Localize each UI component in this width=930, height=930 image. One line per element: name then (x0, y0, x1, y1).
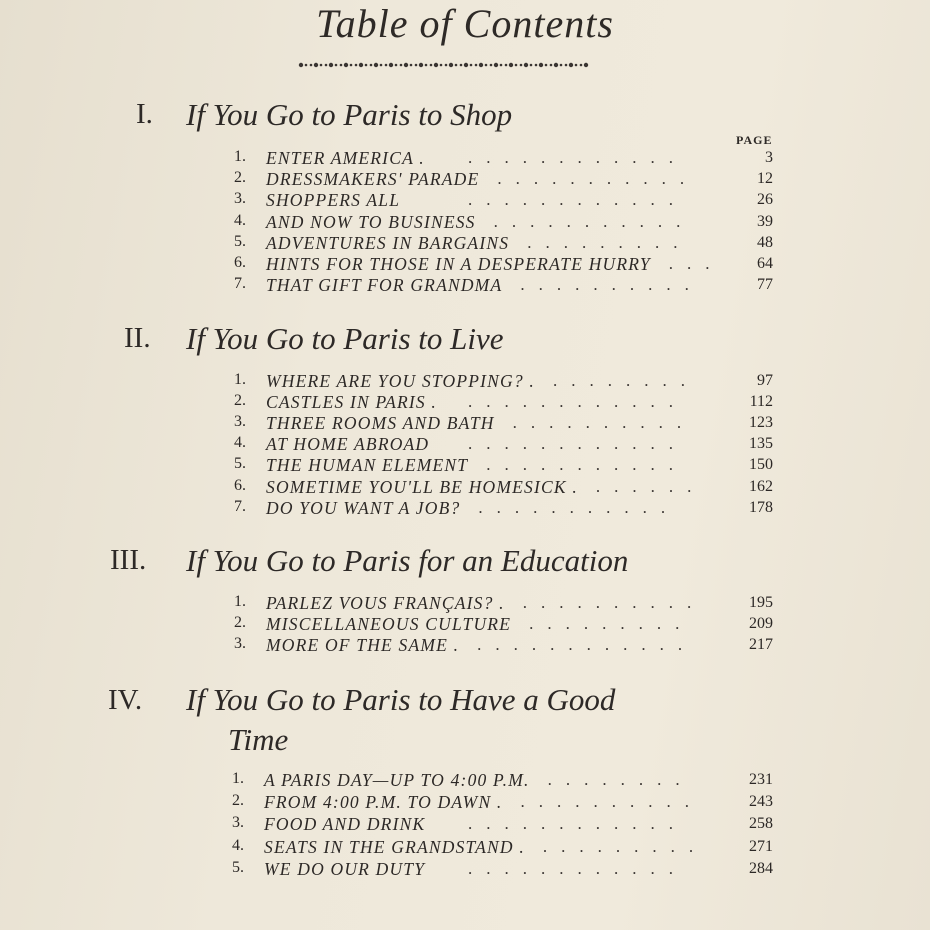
entry-page-number: 77 (757, 276, 773, 294)
entry-number: 4. (232, 836, 244, 854)
leader-dots: ...... (595, 476, 706, 496)
entry-number: 3. (232, 814, 244, 832)
entry-number: 1. (232, 770, 244, 787)
section-4-title-continued: Time (228, 722, 289, 757)
entry-number: 2. (234, 392, 246, 410)
toc-entry (234, 148, 773, 170)
leader-dots: ........... (486, 455, 687, 475)
entry-page-number: 64 (757, 255, 773, 272)
toc-entry (232, 859, 773, 881)
entry-number: 5. (234, 455, 246, 473)
toc-entry (234, 593, 773, 615)
leader-dots: .......... (520, 275, 703, 295)
toc-entry (234, 434, 773, 456)
entry-page-number: 231 (749, 771, 773, 788)
toc-entry (234, 498, 773, 520)
toc-entry (234, 254, 773, 276)
entry-page-number: 178 (749, 498, 773, 516)
toc-entry (234, 635, 773, 657)
leader-dots: ... (668, 254, 724, 273)
leader-dots: ............ (468, 434, 687, 454)
toc-entry (234, 275, 773, 297)
entry-title: THAT GIFT FOR GRANDMA (266, 275, 503, 296)
entry-number: 2. (232, 792, 244, 810)
entry-page-number: 3 (765, 149, 773, 166)
entry-number: 5. (234, 232, 246, 250)
entry-page-number: 39 (757, 212, 773, 230)
entry-title: WE DO OUR DUTY (264, 858, 426, 879)
leader-dots: ........ (547, 770, 694, 789)
entry-page-number: 195 (749, 594, 773, 611)
entry-page-number: 162 (749, 477, 773, 495)
page-column-label: PAGE (736, 133, 773, 147)
leader-dots: ......... (527, 232, 692, 252)
entry-number: 3. (234, 413, 246, 431)
entry-page-number: 271 (749, 837, 773, 855)
section-2-numeral: II. (124, 322, 151, 354)
leader-dots: ......... (542, 836, 708, 856)
entry-title: FOOD AND DRINK (264, 814, 426, 835)
section-1-title: If You Go to Paris to Shop (186, 97, 513, 132)
toc-entry (234, 455, 773, 477)
entry-number: 5. (232, 858, 244, 876)
entry-page-number: 26 (757, 191, 773, 209)
entry-page-number: 135 (749, 435, 773, 453)
toc-entry (232, 770, 773, 792)
entry-number: 7. (234, 497, 246, 515)
entry-page-number: 209 (749, 615, 773, 633)
entry-title: AT HOME ABROAD (266, 434, 430, 455)
entry-number: 4. (234, 211, 246, 229)
leader-dots: ........... (497, 169, 699, 189)
entry-page-number: 48 (757, 233, 773, 251)
entry-title: ADVENTURES IN BARGAINS (266, 232, 510, 253)
entry-title: MORE OF THE SAME . (266, 635, 460, 656)
entry-page-number: 217 (749, 636, 773, 654)
toc-entry (234, 169, 773, 191)
entry-title: FROM 4:00 P.M. TO DAWN . (264, 792, 503, 813)
entry-title: AND NOW TO BUSINESS (266, 211, 476, 232)
section-3-numeral: III. (110, 544, 147, 576)
leader-dots: ........... (493, 211, 695, 231)
entry-number: 7. (234, 275, 246, 293)
leader-dots: ............ (468, 858, 687, 878)
entry-title: A PARIS DAY—UP TO 4:00 P.M. (264, 770, 530, 790)
entry-number: 6. (234, 476, 246, 494)
leader-dots: ......... (529, 614, 694, 634)
entry-page-number: 258 (749, 815, 773, 833)
entry-number: 4. (234, 434, 246, 452)
entry-number: 2. (234, 169, 246, 187)
entry-title: PARLEZ VOUS FRANÇAIS? . (266, 593, 505, 613)
section-4-numeral: IV. (108, 684, 143, 716)
entry-title: MISCELLANEOUS CULTURE (266, 614, 512, 635)
page-heading: Table of Contents (316, 1, 614, 46)
leader-dots: ............ (468, 392, 687, 412)
section-1-numeral: I. (136, 98, 153, 130)
section-3-title: If You Go to Paris for an Education (186, 543, 629, 578)
entry-number: 3. (234, 635, 246, 653)
toc-entry (234, 190, 773, 212)
toc-entry (234, 392, 773, 414)
entry-title: SHOPPERS ALL (266, 190, 401, 211)
entry-page-number: 12 (757, 170, 773, 188)
toc-entry (234, 233, 773, 255)
entry-title: ENTER AMERICA . (266, 148, 425, 168)
entry-title: SEATS IN THE GRANDSTAND . (264, 836, 525, 857)
entry-number: 1. (234, 371, 246, 388)
entry-title: THE HUMAN ELEMENT (266, 455, 469, 476)
entry-number: 3. (234, 190, 246, 208)
toc-entry (234, 477, 773, 499)
entry-title: WHERE ARE YOU STOPPING? . (266, 371, 535, 391)
leader-dots: ............ (468, 190, 687, 210)
leader-dots: ............ (477, 635, 697, 655)
toc-entry (234, 212, 773, 234)
entry-page-number: 112 (749, 393, 773, 411)
leader-dots: ............ (468, 148, 687, 167)
entry-number: 1. (234, 148, 246, 165)
toc-entry (234, 371, 773, 393)
toc-entry (234, 413, 773, 435)
entry-page-number: 97 (757, 372, 773, 389)
entry-page-number: 284 (749, 859, 773, 877)
entry-title: CASTLES IN PARIS . (266, 392, 438, 413)
entry-title: THREE ROOMS AND BATH (266, 413, 495, 434)
leader-dots: .......... (512, 413, 696, 433)
leader-dots: .......... (520, 792, 703, 812)
toc-entry (232, 792, 773, 814)
section-2-title: If You Go to Paris to Live (186, 321, 504, 356)
entry-page-number: 150 (749, 456, 773, 474)
leader-dots: ............ (468, 814, 687, 834)
leader-dots: .......... (522, 593, 706, 612)
toc-entry (234, 614, 773, 636)
entry-title: DRESSMAKERS' PARADE (266, 169, 480, 190)
toc-entry (232, 837, 773, 859)
leader-dots: ........ (553, 371, 699, 390)
toc-entry (232, 814, 773, 836)
ornament-divider (298, 60, 590, 70)
entry-number: 6. (234, 254, 246, 271)
leader-dots: ........... (478, 497, 680, 517)
entry-title: SOMETIME YOU'LL BE HOMESICK . (266, 476, 578, 497)
entry-page-number: 243 (749, 793, 773, 811)
section-4-title: If You Go to Paris to Have a Good (186, 682, 616, 717)
entry-title: HINTS FOR THOSE IN A DESPERATE HURRY (266, 254, 651, 274)
entry-title: DO YOU WANT A JOB? (266, 497, 461, 518)
entry-number: 1. (234, 593, 246, 610)
entry-number: 2. (234, 614, 246, 632)
entry-page-number: 123 (749, 414, 773, 432)
